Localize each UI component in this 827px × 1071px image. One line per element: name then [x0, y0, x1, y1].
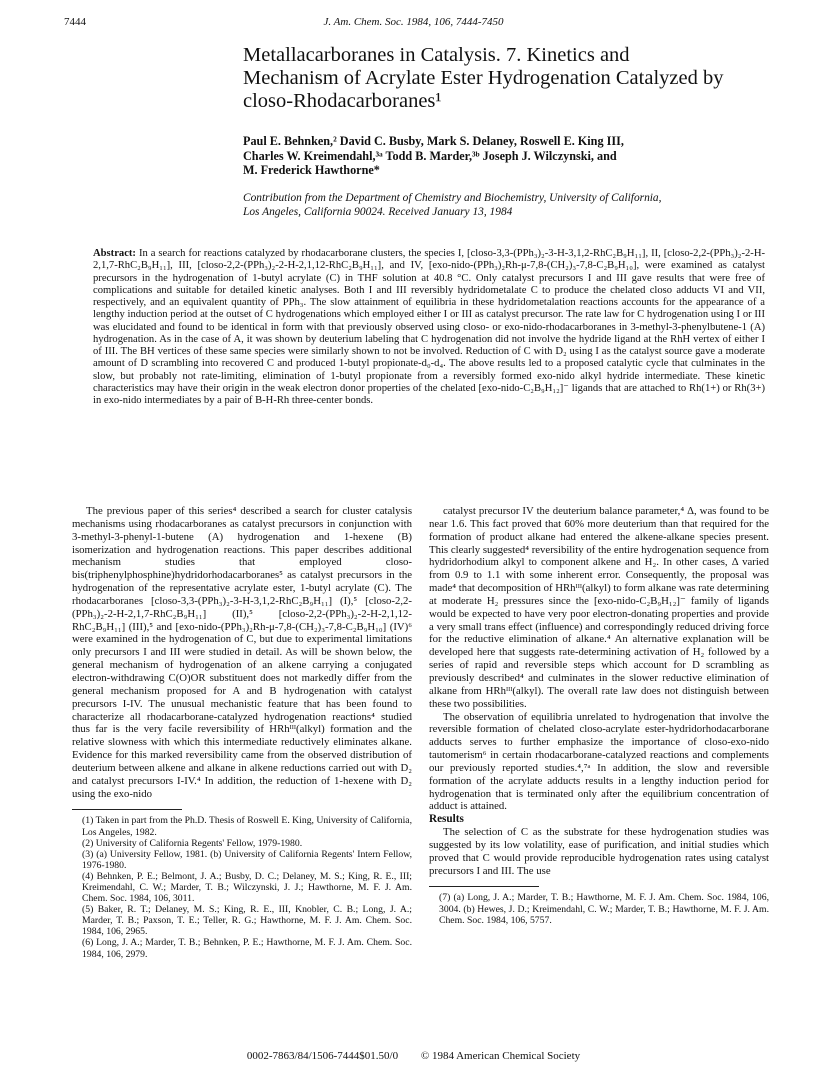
footer-code: 0002-7863/84/1506-7444$01.50/0	[246, 1050, 399, 1062]
section-heading-results: Results	[429, 813, 464, 826]
footnote-divider	[72, 809, 182, 810]
footnotes-left	[72, 815, 412, 959]
footnote: (1) Taken in part from the Ph.D. Thesis of Roswell E. King, University of California, Los Angeles, 1982.	[82, 815, 412, 838]
footer-copyright: © 1984 American Chemical Society	[420, 1050, 581, 1062]
author-line: M. Frederick Hawthorne*	[243, 163, 380, 177]
footnote: (2) University of California Regents' Fellow, 1979-1980.	[82, 837, 303, 849]
page-number: 7444	[64, 16, 86, 28]
abstract-text: In a search for reactions catalyzed by rhodacarborane clusters, the species I, [closo-3,3-(PPh₃)₂-3-H-3,1,2-RhC₂B₉H₁₁], II, [closo-2,2-(PPh₃)₂-2-H-2,1,7-RhC₂B₉H₁₁], III, [closo-2,2-(PPh₃)₂-2-H-2,1,12-RhC₂B₉H₁₁], and IV, [exo-nido-(PPh₃)₂Rh-μ-7,8-(CH₂)₃-7,8-C₂B₉H₁₀], were examined as catalyst precursors in the hydrogenation of 1-butyl acrylate (C) in THF solution at 40.8 °C. Only catalyst precursors I and III gave results that were free of complications and suitable for detailed kinetic analyses. Both I and III reversibly hydridometalate C to produce the chelated closo adducts VI and VII, respectively, and an equivalent quantity of PPh₃. The slow attainment of equilibria in these hydridometalation reactions accounts for the appearance of a lengthy induction period at the outset of C hydrogenations which employed either I or III as catalyst precursor. The rate law for C hydrogenation using I or III was elucidated and found to be identical in form with that previously observed using closo- or exo-nido-rhodacarboranes in 3-methyl-3-phenylbutene-1 (A) hydrogenation. As in the case of A, it was shown by deuterium labeling that C hydrogenation did not involve the hydride ligand at the RhH vertex of either I of III. The BH vertices of these same species were similarly shown to not be involved. Reduction of C with D₂ using I as the catalyst source gave a moderate amount of D scrambling into recovered C and produced 1-butyl propionate-d₀-d₄. The above results led to a proposed catalytic cycle that culminates in the slow, but probably not rate-limiting, elimination of 1-butyl propionate from a reversibly formed exo-nido alkyl hydride intermediate. These kinetic characteristics may have their origin in the weak electron donor properties of the chelated [exo-nido-C₂B₉H₁₂]⁻ ligands that are attached to Rh(1+) or Rh(3+) in exo-nido intermediates by a pair of B-H-Rh three-center bonds.	[93, 248, 765, 406]
body-paragraph: The previous paper of this series⁴ described a search for cluster catalysis mechanisms using rhodacarboranes as catalyst precursors in conjunction with 3-methyl-3-phenyl-1-butene (A) hydrogenation and 1-hexene (B) isomerization and hydrogenation reactions. This paper describes additional mechanism studies that employed closo-bis(triphenylphosphine)hydridorhodacarboranes⁵ as catalyst precursors in the hydrogenation of the representative acrylate ester, 1-butyl acrylate (C). The rhodacarboranes [closo-3,3-(PPh₃)₂-3-H-3,1,2-RhC₂B₉H₁₁] (I),⁵ [closo-2,2-(PPh₃)₂-2-H-2,1,7-RhC₂B₉H₁₁] (II),⁵ [closo-2,2-(PPh₃)₂-2-H-2,1,12-RhC₂B₉H₁₁] (III),⁵ and [exo-nido-(PPh₃)₂Rh-μ-7,8-(CH₂)₃-7,8-C₂B₉H₁₀] (IV)⁶ were examined in the hydrogenation of C, but due to experimental limitations only precursors I and III were studied in detail. As will be shown below, the general mechanism of hydrogenation of an alkene carrying a conjugated electron-withdrawing C(O)OR substituent does not markedly differ from the general mechanism proposed for A and B hydrogenation with catalyst precursors I-IV. The unusual mechanistic feature that has been found to characterize all rhodacarborane-catalyzed hydrogenation reactions⁴ studied thus far is the very facile reversibility of HRhᴵᴵᴵ(alkyl) formation and the relative slowness with which this intermediate reductively eliminates alkane. Evidence for this marked reversibility came from the observed distribution of deuterium between alkene and alkane in alkene reductions carried out with D₂ and catalyst precursors I-IV.⁴ In addition, the reduction of 1-hexene with D₂ using the exo-nido	[72, 505, 412, 800]
author-line: Charles W. Kreimendahl,³ᵃ Todd B. Marder,³ᵇ Joseph J. Wilczynski, and	[243, 148, 617, 163]
title-line: Mechanism of Acrylate Ester Hydrogenation Catalyzed by	[243, 67, 724, 89]
author-list	[243, 134, 763, 178]
body-paragraph: catalyst precursor IV the deuterium balance parameter,⁴ Δ, was found to be near 1.6. This fact proved that 60% more deuterium than that required for the formation of product alkane had entered the alkene-alkane species present. This clearly suggested⁴ reversibility of the entire hydrogenation sequence from hydridorhodium alkyl to component alkene and H₂. In other cases, Δ varied from 0.9 to 1.1 with some inherent error. Consequently, the proposal was made⁴ that decomposition of HRhᴵᴵᴵ(alkyl) to form alkane was rate determining at moderate H₂ pressures since the [exo-nido-C₂B₉H₁₂]⁻ family of ligands would be expected to have very poor electron-donating properties and provide a very small trans effect (influence) and correspondingly reduced driving force for the reductive elimination of alkane.⁴ An alternative explanation will be developed here that suggests rate-determining activation of H₂ followed by a series of rapid and reversible steps which account for D scrambling as previously described⁴ and culminates in the slower reductive elimination of alkane from HRhᴵᴵᴵ(alkyl). The overall rate law does not distinguish between these two possibilities.	[429, 505, 769, 710]
footnote: (3) (a) University Fellow, 1981. (b) University of California Regents' Intern Fellow, 1976-1980.	[82, 848, 412, 871]
left-column	[72, 505, 412, 960]
article-title	[243, 44, 763, 113]
footnote: (7) (a) Long, J. A.; Marder, T. B.; Hawthorne, M. F. J. Am. Chem. Soc. 1984, 106, 3004. (b) Hewes, J. D.; Kreimendahl, C. W.; Marder, T. B.; Hawthorne, M. F. J. Am. Chem. Soc. 1984, 106, 5757.	[439, 892, 769, 926]
footnote: (5) Baker, R. T.; Delaney, M. S.; King, R. E., III, Knobler, C. B.; Long, J. A.; Marder, T. B.; Paxson, T. E.; Teller, R. G.; Hawthorne, M. F. J. Am. Chem. Soc. 1984, 106, 2965.	[82, 904, 412, 938]
affiliation	[243, 191, 763, 219]
footnote-divider	[429, 886, 539, 887]
footnote: (4) Behnken, P. E.; Belmont, J. A.; Busby, D. C.; Delaney, M. S.; King, R. E., III; Kreimendahl, C. W.; Marder, T. B.; Wilczynski, J. J.; Hawthorne, M. F. J. Am. Chem. Soc. 1984, 106, 3011.	[82, 870, 412, 905]
running-header-citation: J. Am. Chem. Soc. 1984, 106, 7444-7450	[323, 16, 504, 28]
abstract-label: Abstract:	[93, 248, 136, 259]
title-line: Metallacarboranes in Catalysis. 7. Kinetics and	[243, 44, 630, 66]
right-column	[429, 505, 769, 926]
body-paragraph: The observation of equilibria unrelated to hydrogenation that involve the reversible formation of chelated closo-acrylate ester-hydridorhodacarborane adducts serves to further emphasize the importance of closo-exo-nido tautomerism⁶ in certain rhodacarborane-catalyzed reactions and complements our previously reported studies.⁴,⁷ᵃ In addition, the slow and reversible formation of the acrylate adducts results in a lengthy induction period for hydrogenation that is terminated only after the equilibrium concentration of adduct is attained.	[429, 710, 769, 813]
author-line: Paul E. Behnken,² David C. Busby, Mark S. Delaney, Roswell E. King III,	[243, 134, 624, 148]
body-paragraph: The selection of C as the substrate for these hydrogenation studies was suggested by its low volatility, ease of purification, and initial studies which proved that C would provide reproducible hydrogenation rates using catalyst precursors I and III. The use	[429, 826, 769, 877]
page-footer	[0, 1050, 827, 1062]
abstract	[93, 248, 765, 407]
affiliation-line: Los Angeles, California 90024. Received January 13, 1984	[243, 206, 513, 218]
title-line: closo-Rhodacarboranes¹	[243, 90, 442, 112]
footnote: (6) Long, J. A.; Marder, T. B.; Behnken, P. E.; Hawthorne, M. F. J. Am. Chem. Soc. 1984, 106, 2979.	[82, 937, 412, 960]
affiliation-line: Contribution from the Department of Chemistry and Biochemistry, University of California,	[243, 192, 662, 204]
footnotes-right	[429, 892, 769, 925]
